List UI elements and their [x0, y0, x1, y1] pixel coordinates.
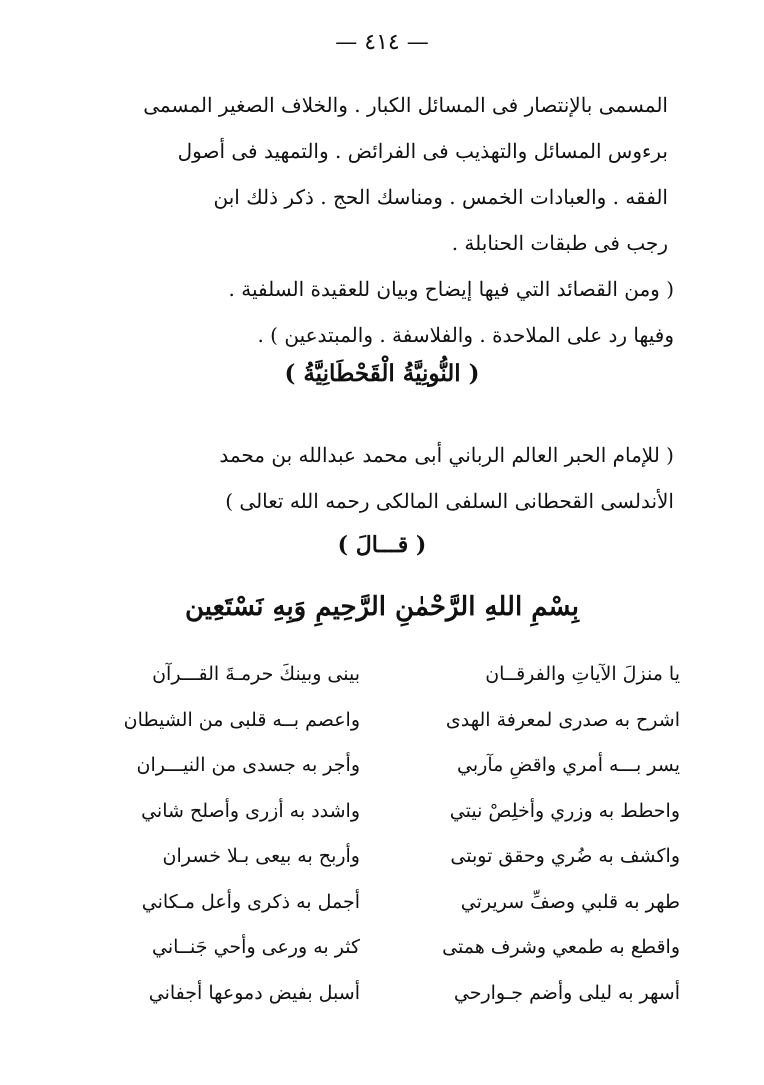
- verse-second-hemistich: بينى وبينكَ حرمـةَ القـــرآن: [152, 663, 360, 685]
- verse-second-hemistich: واعصم بــه قلبى من الشيطان: [123, 708, 360, 731]
- verse: [60, 880, 680, 926]
- verse-first-hemistich: واحطط به وزري وأخلِصْ نيتي: [449, 799, 680, 822]
- verse-first-hemistich: واكشف به ضُري وحقق توبتى: [450, 845, 680, 867]
- verse-first-hemistich: أسهر به ليلى وأضم جـوارحي: [453, 981, 680, 1004]
- verse-second-hemistich: واشدد به أزرى وأصلح شاني: [141, 799, 360, 822]
- verse-first-hemistich: طهر به قلبي وصفِّ سريرتي: [460, 890, 680, 913]
- author-paragraph: [4, 432, 674, 524]
- text-line: الفقه . والعبادات الخمس . ومناسك الحج . ذكر ذلك ابن: [213, 185, 668, 209]
- intro-paragraph: [74, 266, 674, 358]
- verse-second-hemistich: أجمل به ذكرى وأعل مـكاني: [141, 890, 360, 913]
- verse-second-hemistich: أسبل بفيض دموعها أجفاني: [148, 981, 360, 1004]
- verse: [60, 698, 680, 744]
- poem-verses: [60, 652, 680, 1016]
- qala-heading: ( قـــالَ ): [337, 532, 427, 558]
- verse-second-hemistich: وأربح به بيعى بـلا خسران: [162, 845, 360, 867]
- text-line: ( للإمام الحبر العالم الرباني أبى محمد عبدالله بن محمد: [219, 443, 674, 467]
- text-line: المسمى بالإنتصار فى المسائل الكبار . والخلاف الصغير المسمى: [143, 93, 668, 117]
- page-number: — ٤١٤ —: [335, 30, 429, 55]
- verse: [60, 971, 680, 1017]
- text-line: وفيها رد على الملاحدة . والفلاسفة . والمبتدعين ) .: [257, 323, 674, 347]
- biography-paragraph: [88, 82, 668, 266]
- poem-title: ( النُّونِيَّةُ الْقَحْطَانِيَّةُ ): [284, 360, 480, 387]
- verse-first-hemistich: اشرح به صدرى لمعرفة الهدى: [445, 708, 680, 731]
- text-line: ( ومن القصائد التي فيها إيضاح وبيان للعقيدة السلفية .: [228, 277, 674, 301]
- verse: [60, 789, 680, 835]
- verse: [60, 743, 680, 789]
- verse-first-hemistich: يسر بـــه أمري واقضِ مآربي: [457, 754, 680, 776]
- verse-second-hemistich: وأجر به جسدى من النيـــران: [136, 754, 360, 776]
- verse: [60, 925, 680, 971]
- verse-first-hemistich: واقطع به طمعي وشرف همتى: [442, 936, 680, 958]
- text-line: الأندلسى القحطانى السلفى المالكى رحمه الله تعالى ): [225, 489, 674, 513]
- verse: [60, 652, 680, 698]
- verse: [60, 834, 680, 880]
- verse-second-hemistich: كثر به ورعى وأحي جَنــاني: [152, 936, 360, 958]
- text-line: رجب فى طبقات الحنابلة .: [451, 231, 668, 255]
- basmala: بِسْمِ اللهِ الرَّحْمٰنِ الرَّحِيمِ وَبِهِ نَسْتَعِين: [185, 592, 579, 622]
- verse-first-hemistich: يا منزلَ الآياتِ والفرقــان: [485, 663, 680, 685]
- text-line: برءوس المسائل والتهذيب فى الفرائض . والتمهيد فى أصول: [177, 139, 668, 163]
